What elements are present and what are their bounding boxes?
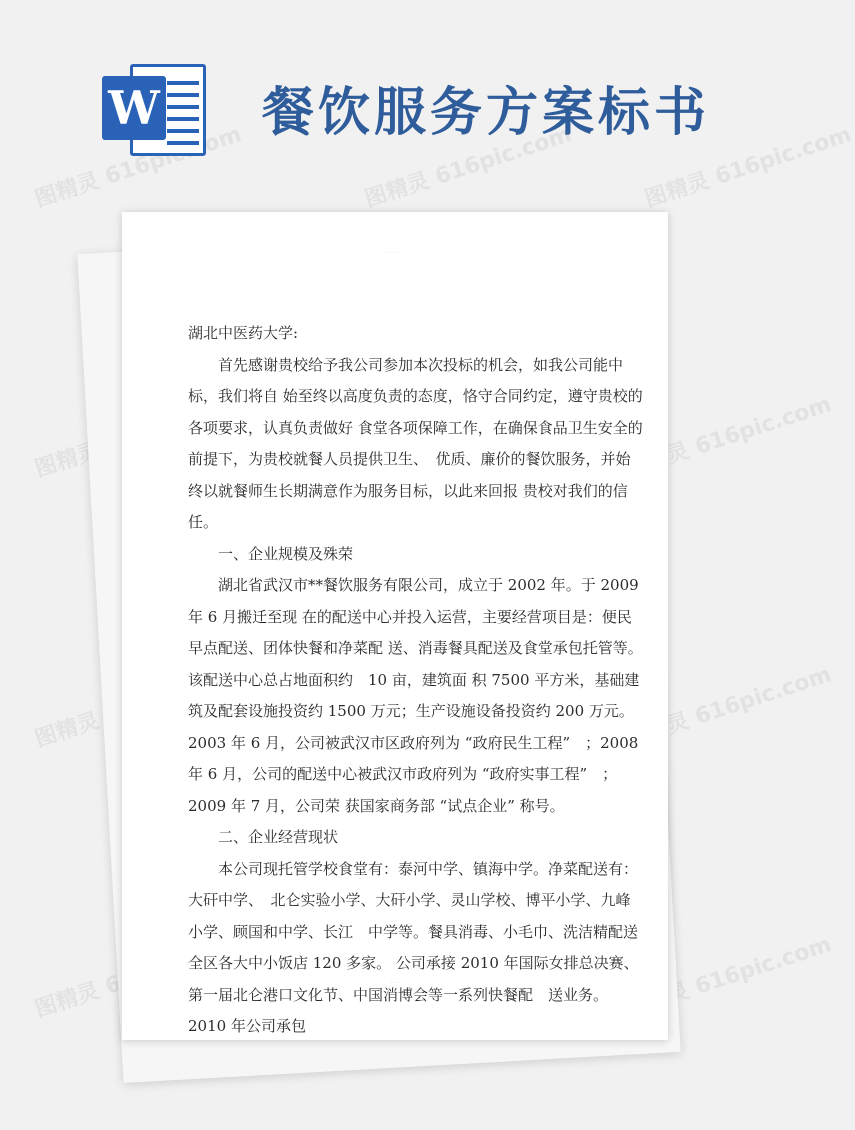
section-paragraph: 湖北省武汉市**餐饮服务有限公司，成立于 2002 年。于 2009 年 6 月搬迁至现 在的配送中心并投入运营，主要经营项目是：便民早点配送、团体快餐和净菜配 送、消毒餐具配送及食堂承包托管等。该配送中心总占地面积约 10 亩，建筑面 积 7500 平方米，基础建筑及配套设施投资约 1500 万元；生产设施设备投资约 200 万元。 2003 年 6 月，公司被武汉市区政府列为 “政府民生工程” ；2008 年 6 月，公司的配送中心被武汉市政府列为 “政府实事工程” ；2009 年 7 月，公司荣 获国家商务部 “试点企业” 称号。 bbox=[188, 576, 643, 815]
watermark-text: 图精灵 616pic.com bbox=[642, 122, 855, 213]
document-body bbox=[188, 318, 644, 1043]
section-heading: 一、企业规模及殊荣 bbox=[218, 544, 354, 563]
salutation: 湖北中医药大学: bbox=[188, 324, 299, 342]
watermark-text: 图精灵 bbox=[32, 438, 103, 483]
page-header-banner bbox=[0, 0, 800, 200]
section-heading: 二、企业经营现状 bbox=[218, 828, 339, 846]
page-running-header: · · · · · bbox=[386, 250, 404, 257]
watermark-text: 图精灵 616pic.com bbox=[32, 122, 245, 213]
word-logo-letter: W bbox=[102, 76, 166, 140]
section-paragraph: 本公司现托管学校食堂有：泰河中学、镇海中学。净菜配送有：大矸中学、 北仑实验小学、大矸小学、灵山学校、博平小学、九峰小学、顾国和中学、长江 中学等。餐具消毒、小毛巾、洗洁精配送全区各大中小饭店 120 多家。 公司承接 2010 年国际女排总决赛、 第一届北仑港口文化节、中国消博会等一系列快餐配 送业务。 2010 年公司承包 bbox=[188, 859, 639, 1035]
document-page bbox=[122, 212, 668, 1040]
word-document-icon bbox=[96, 52, 212, 162]
watermark-text: 图精灵 616pic.com bbox=[622, 392, 835, 483]
watermark-text: 图精灵 616pic.com bbox=[362, 122, 575, 213]
watermark-text: 图精灵 616pic.com bbox=[622, 662, 835, 753]
watermark-text: 图精灵 bbox=[32, 708, 103, 753]
page-title: 餐饮服务方案标书 bbox=[262, 83, 711, 143]
page-running-footer: · · · bbox=[390, 980, 400, 987]
watermark-text: 图精灵 bbox=[32, 978, 103, 1023]
intro-paragraph: 首先感谢贵校给予我公司参加本次投标的机会，如我公司能中标，我们将自 始至终以高度负责的态度，恪守合同约定，遵守贵校的各项要求，认真负责做好 食堂各项保障工作，在确保食品卫生安全的前提下，为贵校就餐人员提供卫生、 优质、廉价的餐饮服务，并始终以就餐师生长期满意作为服务目标，以此来回报 贵校对我们的信任。 bbox=[188, 355, 643, 531]
watermark-text: 图精灵 616pic.com bbox=[622, 932, 835, 1023]
